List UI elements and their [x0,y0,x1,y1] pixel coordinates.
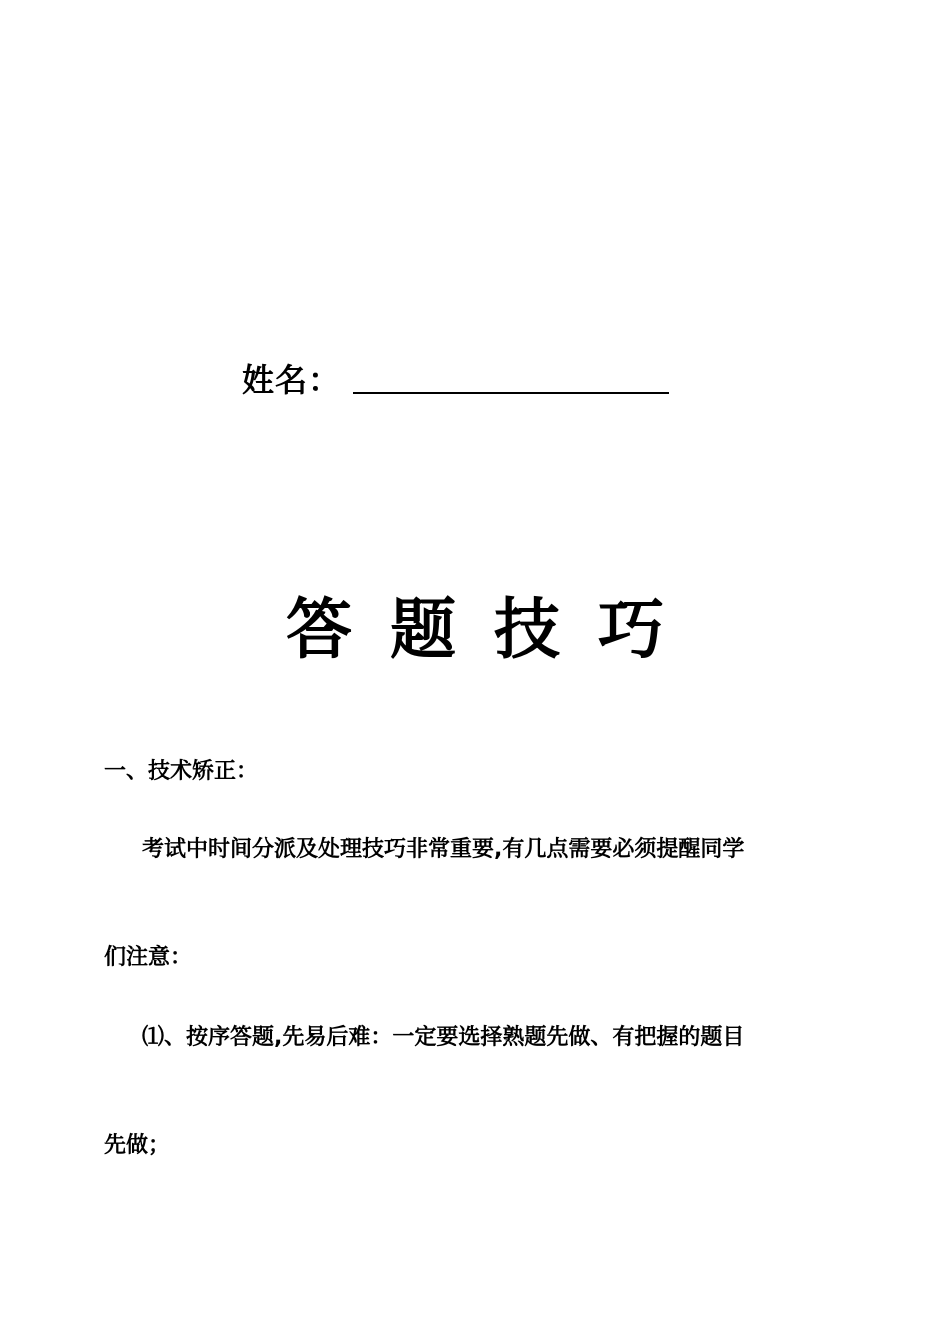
paragraph-line-3: ⑴、按序答题,先易后难：一定要选择熟题先做、有把握的题目 [142,1025,745,1050]
name-underline-blank [353,392,669,394]
document-title [0,580,950,680]
name-label: 姓名： [242,361,342,399]
document-title-text: 答题技巧 [286,591,702,668]
paragraph-line-4: 先做； [104,1133,171,1158]
name-field [242,352,669,402]
paragraph-line-1: 考试中时间分派及处理技巧非常重要,有几点需要必须提醒同学 [142,837,745,862]
section-heading: 一、技术矫正： [104,759,259,784]
paragraph-line-2: 们注意： [104,945,193,970]
